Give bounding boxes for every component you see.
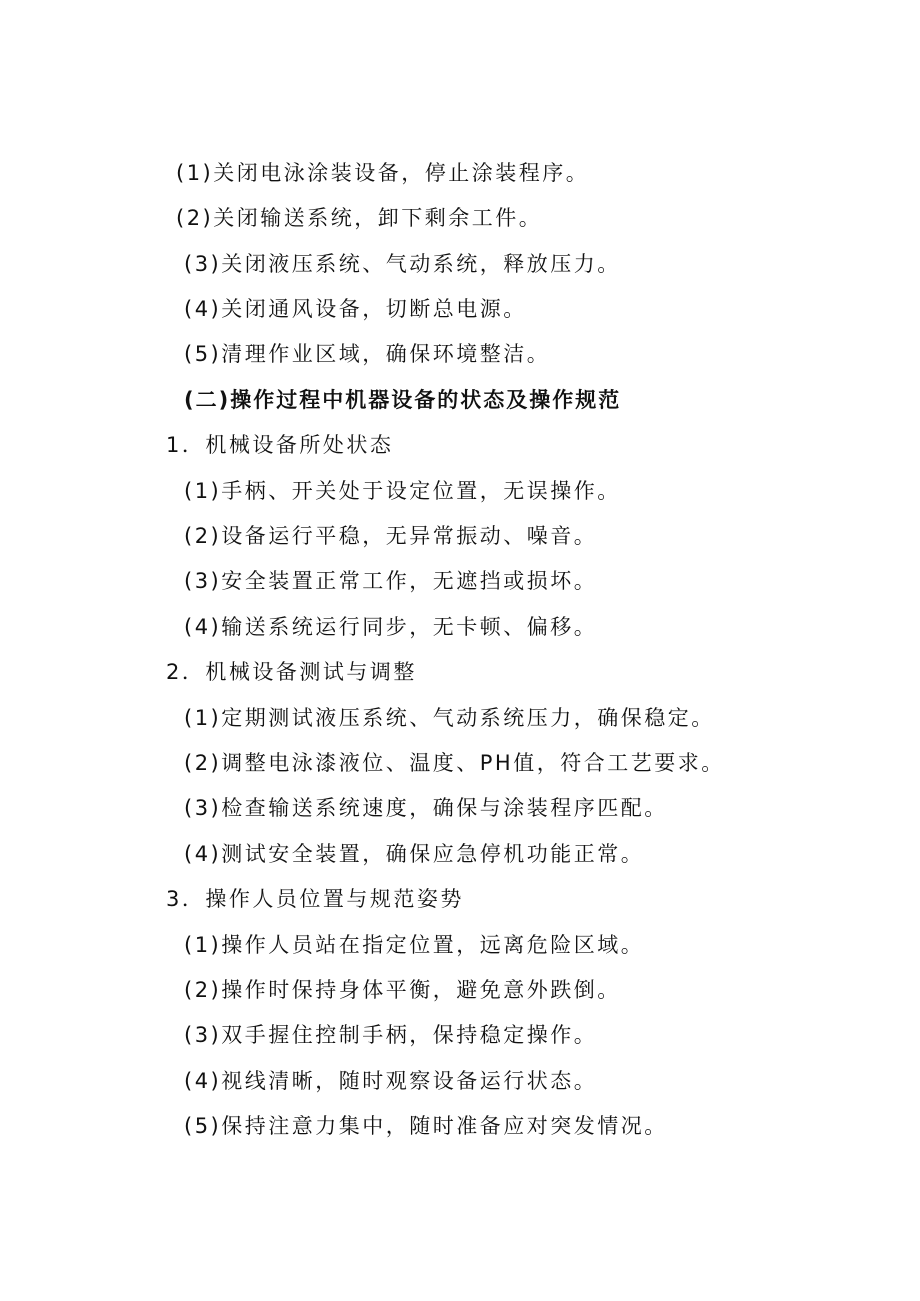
posture-item-2: (2)操作时保持身体平衡，避免意外跌倒。 [184, 978, 621, 1002]
state-item-2: (2)设备运行平稳，无异常振动、噪音。 [184, 524, 598, 548]
state-item-3: (3)安全装置正常工作，无遮挡或损坏。 [184, 569, 598, 593]
state-item-1: (1)手柄、开关处于设定位置，无误操作。 [184, 479, 621, 503]
shutdown-step-3: (3)关闭液压系统、气动系统，释放压力。 [184, 252, 621, 276]
test-item-3: (3)检查输送系统速度，确保与涂装程序匹配。 [184, 796, 668, 820]
posture-item-1: (1)操作人员站在指定位置，远离危险区域。 [184, 933, 645, 957]
posture-item-4: (4)视线清晰，随时观察设备运行状态。 [184, 1069, 598, 1093]
test-item-2: (2)调整电泳漆液位、温度、PH值，符合工艺要求。 [184, 751, 725, 775]
shutdown-step-1: (1)关闭电泳涂装设备，停止涂装程序。 [176, 161, 590, 185]
test-item-4: (4)测试安全装置，确保应急停机功能正常。 [184, 842, 645, 866]
test-item-1: (1)定期测试液压系统、气动系统压力，确保稳定。 [184, 706, 715, 730]
shutdown-step-2: (2)关闭输送系统，卸下剩余工件。 [176, 206, 543, 230]
subsection-heading-3: 3．操作人员位置与规范姿势 [166, 887, 464, 911]
section-heading-2: (二)操作过程中机器设备的状态及操作规范 [184, 388, 622, 412]
posture-item-3: (3)双手握住控制手柄，保持稳定操作。 [184, 1023, 598, 1047]
state-item-4: (4)输送系统运行同步，无卡顿、偏移。 [184, 615, 598, 639]
posture-item-5: (5)保持注意力集中，随时准备应对突发情况。 [184, 1114, 668, 1138]
subsection-heading-2: 2．机械设备测试与调整 [166, 660, 417, 684]
subsection-heading-1: 1．机械设备所处状态 [166, 433, 394, 457]
shutdown-step-5: (5)清理作业区域，确保环境整洁。 [184, 342, 551, 366]
shutdown-step-4: (4)关闭通风设备，切断总电源。 [184, 297, 527, 321]
